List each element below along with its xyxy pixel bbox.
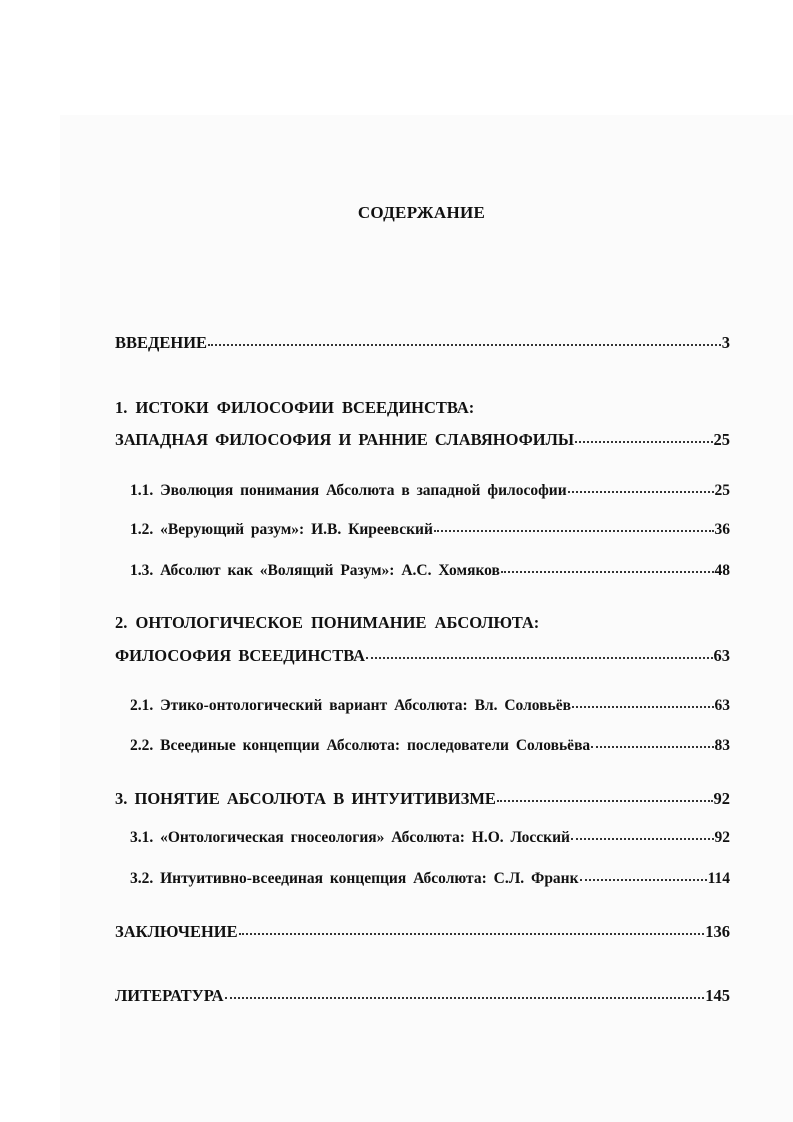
toc-entry-label: 3.2. Интуитивно-всеединая концепция Абсолюта: С.Л. Франк	[130, 870, 579, 887]
toc-entry-section-3-2[interactable]	[130, 870, 730, 888]
toc-entry-section-2-2[interactable]	[130, 737, 730, 755]
toc-page-number: 63	[714, 697, 730, 714]
toc-page-number: 145	[705, 986, 730, 1005]
toc-page-number: 36	[714, 521, 730, 538]
toc-entry-label: 1.3. Абсолют как «Волящий Разум»: А.С. Хомяков	[130, 562, 500, 579]
toc-entry-section-2-1[interactable]	[130, 697, 730, 715]
toc-entry-conclusion[interactable]	[115, 922, 730, 942]
dot-leader	[366, 657, 712, 659]
dot-leader	[571, 838, 714, 840]
toc-entry-label: ЗАПАДНАЯ ФИЛОСОФИЯ И РАННИЕ СЛАВЯНОФИЛЫ	[115, 430, 575, 449]
dot-leader	[501, 571, 714, 573]
toc-chapter-1-heading: 1. ИСТОКИ ФИЛОСОФИИ ВСЕЕДИНСТВА:	[115, 398, 475, 417]
toc-page-number: 136	[705, 922, 730, 941]
toc-page-number: 3	[721, 333, 730, 352]
toc-entry-section-3-1[interactable]	[130, 829, 730, 847]
toc-entry-label: 2.1. Этико-онтологический вариант Абсолюта: Вл. Соловьёв	[130, 697, 571, 714]
toc-page-number: 63	[713, 646, 730, 665]
document-title: СОДЕРЖАНИЕ	[357, 203, 486, 222]
dot-leader	[208, 344, 721, 346]
toc-entry-section-1-3[interactable]	[130, 562, 730, 580]
toc-page-number: 83	[714, 737, 730, 754]
toc-entry-introduction[interactable]	[115, 333, 730, 353]
toc-entry-label: 3.1. «Онтологическая гносеология» Абсолюта: Н.О. Лосский	[130, 829, 570, 846]
toc-entry-section-1-1[interactable]	[130, 482, 730, 500]
toc-entry-label: 3. ПОНЯТИЕ АБСОЛЮТА В ИНТУИТИВИЗМЕ	[115, 789, 496, 808]
dot-leader	[497, 800, 713, 802]
toc-entry-label: 2.2. Всеединые концепции Абсолюта: последователи Соловьёва	[130, 737, 591, 754]
toc-entry-label: ВВЕДЕНИЕ	[115, 333, 208, 352]
toc-entry-chapter-2[interactable]	[115, 646, 730, 666]
dot-leader	[580, 879, 707, 881]
toc-entry-label: ЛИТЕРАТУРА	[115, 986, 224, 1005]
toc-page-number: 92	[713, 789, 730, 808]
toc-page-number: 25	[714, 482, 730, 499]
toc-entry-label: ФИЛОСОФИЯ ВСЕЕДИНСТВА	[115, 646, 366, 665]
dot-leader	[575, 441, 712, 443]
dot-leader	[225, 997, 705, 999]
toc-page-number: 48	[714, 562, 730, 579]
toc-entry-literature[interactable]	[115, 986, 730, 1006]
toc-entry-label: 1.1. Эволюция понимания Абсолюта в западной философии	[130, 482, 567, 499]
toc-page-number: 25	[713, 430, 730, 449]
toc-page-number: 92	[714, 829, 730, 846]
dot-leader	[239, 933, 705, 935]
dot-leader	[434, 530, 714, 532]
toc-entry-label: ЗАКЛЮЧЕНИЕ	[115, 922, 238, 941]
toc-entry-label: 1.2. «Верующий разум»: И.В. Киреевский	[130, 521, 433, 538]
toc-entry-section-1-2[interactable]	[130, 521, 730, 539]
toc-page-number: 114	[707, 870, 730, 887]
toc-chapter-2-heading: 2. ОНТОЛОГИЧЕСКОЕ ПОНИМАНИЕ АБСОЛЮТА:	[115, 613, 540, 632]
toc-entry-chapter-1[interactable]	[115, 430, 730, 450]
dot-leader	[572, 706, 714, 708]
dot-leader	[568, 491, 714, 493]
toc-entry-chapter-3[interactable]	[115, 789, 730, 809]
dot-leader	[591, 746, 713, 748]
